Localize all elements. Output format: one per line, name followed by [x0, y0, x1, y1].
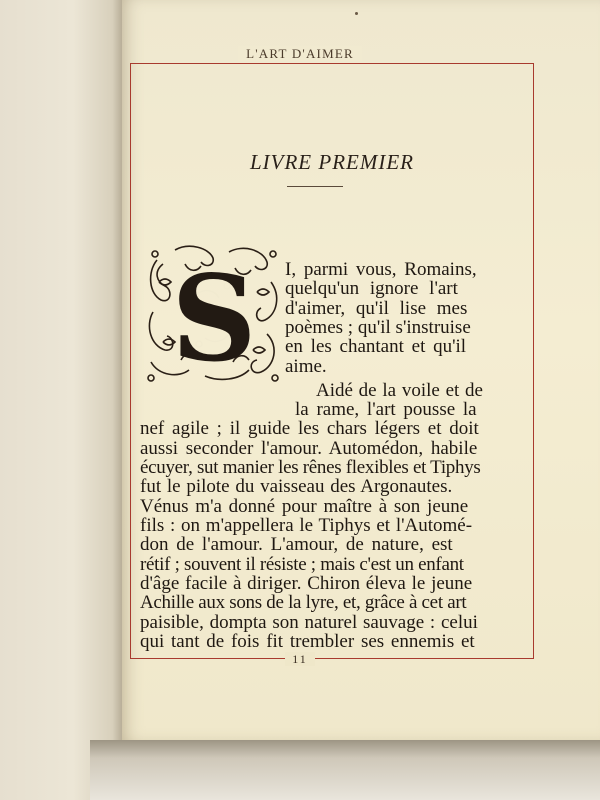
body-text — [130, 0, 534, 800]
text-line: d'aimer, qu'il lise mes — [285, 298, 468, 319]
text-line: Vénus m'a donné pour maître à son jeune — [140, 496, 469, 517]
text-line: fils : on m'appellera le Tiphys et l'Automé- — [140, 515, 473, 536]
running-head: L'ART D'AIMER — [0, 46, 600, 62]
text-line: fut le pilote du vaisseau des Argonautes. — [140, 476, 453, 497]
text-line: la rame, l'art pousse la — [295, 399, 477, 420]
text-line: nef agile ; il guide les chars légers et doit — [140, 418, 479, 439]
text-line: I, parmi vous, Romains, — [285, 259, 477, 280]
drop-cap-letter: S — [171, 249, 257, 382]
text-line: en les chantant et qu'il — [285, 336, 467, 357]
chapter-title: LIVRE PREMIER — [249, 150, 415, 174]
text-line: quelqu'un ignore l'art — [285, 278, 458, 299]
text-line: Aidé de la voile et de — [316, 380, 483, 401]
text-line: aussi seconder l'amour. Automédon, habile — [140, 438, 478, 459]
text-line: aime. — [285, 356, 327, 377]
text-line: qui tant de fois fit trembler ses ennemis et — [140, 631, 475, 652]
text-line: d'âge facile à diriger. Chiron éleva le jeune — [140, 573, 473, 594]
page-number: 11 — [0, 652, 600, 667]
text-line: paisible, dompta son naturel sauvage : celui — [140, 612, 478, 633]
text-line: écuyer, sut manier les rênes flexibles et Tiphys — [140, 457, 481, 478]
text-line: rétif ; souvent il résiste ; mais c'est un enfant — [140, 554, 464, 575]
facing-page-edge — [0, 0, 122, 800]
text-line: poèmes ; qu'il s'instruise — [285, 317, 471, 338]
text-line: don de l'amour. L'amour, de nature, est — [140, 534, 453, 555]
text-line: Achille aux sons de la lyre, et, grâce à cet art — [140, 592, 467, 613]
